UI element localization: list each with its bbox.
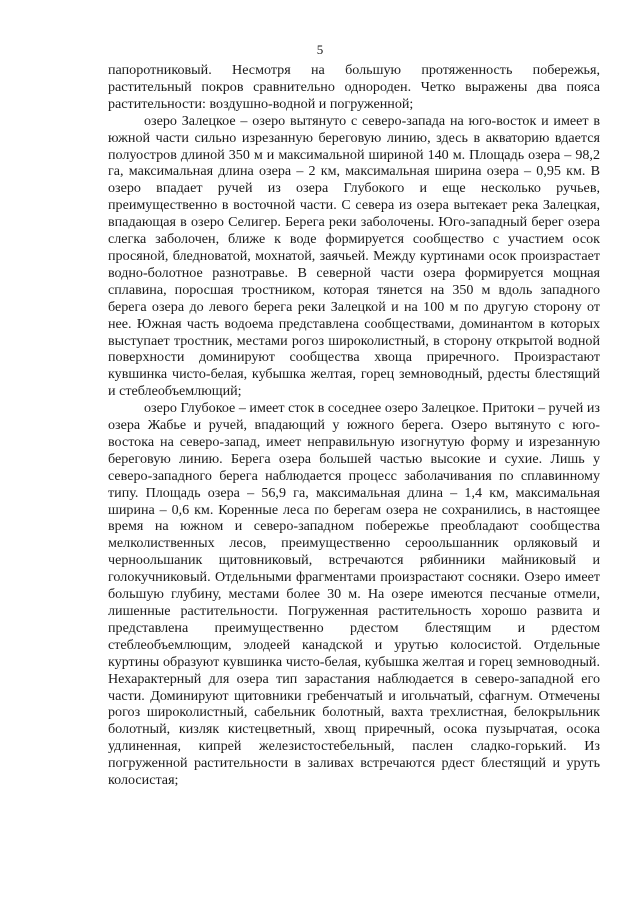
paragraph-lake-zaletskoe: озеро Залецкое – озеро вытянуто с северо-запада на юго-восток и имеет в южной части сильно изрезанную береговую линию, здесь в акваторию вдается полуостров длиной 350 м и максимальной шириной 140 м. Площадь озера – 98,2 га, максимальная длина озера – 2 км, максимальная ширина озера – 0,95 км. В озеро впадает ручей из озера Глубокого и еще несколько ручьев, преимущественно в восточной части. С севера из озера вытекает река Залецкая, впадающая в озеро Селигер. Берега реки заболочены. Юго-западный берег озера слегка заболочен, ближе к воде формируется сообщество с участием осок просяной, бледноватой, мохнатой, заячьей. Между куртинами осок произрастает водно-болотное разнотравье. В северной части озера формируется мощная сплавина, поросшая тростником, которая тянется на 350 м вдоль западного берега озера до левого берега реки Залецкой и на 100 м по другую сторону от нее. Южная часть водоема представлена сообществами, доминантом в которых выступает тростник, местами рогоз широколистный, в сторону открытой водной поверхности доминируют сообщества хвоща приречного. Произрастают кувшинка чисто-белая, кубышка желтая, горец земноводный, рдесты блестящий и стеблеобъемлющий; [108, 112, 600, 400]
paragraph-lake-glubokoe: озеро Глубокое – имеет сток в соседнее озеро Залецкое. Притоки – ручей из озера Жабье и ручей, впадающий у южного берега. Озеро вытянуто с юго-востока на северо-запад, имеет неправильную изогнутую форму и изрезанную береговую линию. Берега озера большей частью высокие и сухие. Лишь у северо-западного берега наблюдается процесс заболачивания по сплавинному типу. Площадь озера – 56,9 га, максимальная длина – 1,4 км, максимальная ширина – 0,6 км. Коренные леса по берегам озера не сохранились, в настоящее время на южном и северо-западном побережье преобладают сообщества мелколиственных лесов, преимущественно сероольшанник орляковый и черноольшаник щитовниковый, встречаются рябинники майниковый и голокучниковый. Отдельными фрагментами произрастают сосняки. Озеро имеет большую глубину, местами более 30 м. На озере имеются песчаные отмели, лишенные растительности. Погруженная растительность хорошо развита и представлена преимущественно рдестом блестящим и рдестом стеблеобъемлющим, элодеей канадской и урутью колосистой. Отдельные куртины образуют кувшинка чисто-белая, кубышка желтая и горец земноводный. Нехарактерный для озера тип зарастания наблюдается в северо-западной его части. Доминируют щитовники гребенчатый и игольчатый, сфагнум. Отмечены рогоз широколистный, сабельник болотный, вахта трехлистная, белокрыльник болотный, кизляк кистецветный, хвощ приречный, осока пузырчатая, осока удлиненная, кипрей железистостебельный, паслен сладко-горький. Из погруженной растительности в заливах встречаются рдест блестящий и уруть колосистая; [108, 400, 600, 789]
page-number: 5 [316, 42, 324, 57]
paragraph-ferns-continuation: папоротниковый. Несмотря на большую протяженность побережья, растительный покров сравнительно однороден. Четко выражены два пояса растительности: воздушно-водной и погруженной; [108, 62, 600, 112]
document-body [108, 62, 600, 789]
